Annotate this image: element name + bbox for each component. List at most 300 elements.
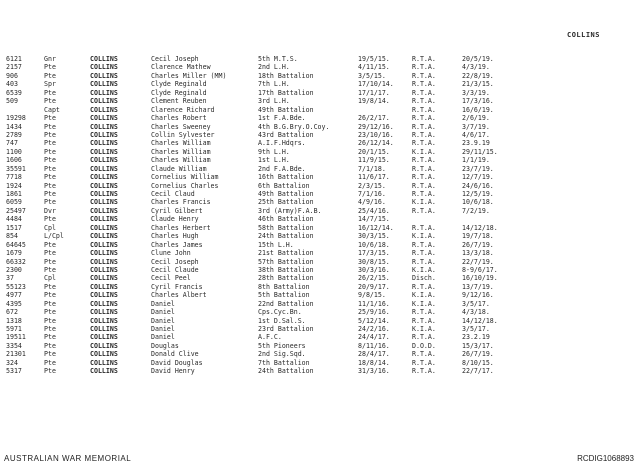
service-number-cell: 324 — [6, 358, 18, 367]
surname-cell: COLLINS — [90, 257, 118, 266]
unit-cell: 9th L.H. — [258, 147, 290, 156]
surname-cell: COLLINS — [90, 308, 118, 317]
fate-cell: R.T.A. — [412, 190, 436, 198]
service-number-cell: 37 — [6, 274, 14, 283]
enlistment-date-cell: 4/9/16. — [358, 198, 386, 207]
surname-cell: COLLINS — [90, 130, 118, 139]
fate-cell: R.T.A. — [412, 333, 436, 342]
service-number-cell: 19511 — [6, 333, 26, 342]
return-date-cell: 22/8/19. — [462, 71, 494, 80]
surname-cell: COLLINS — [90, 156, 118, 165]
enlistment-date-cell: 20/9/17. — [358, 282, 390, 291]
fate-cell: R.T.A. — [412, 88, 436, 97]
enlistment-date-cell: 18/8/14. — [358, 358, 390, 367]
given-names-cell: Charles William — [151, 147, 211, 156]
table-row — [0, 333, 640, 341]
return-date-cell: 8/10/15. — [462, 358, 494, 367]
rank-cell: Pte — [44, 249, 56, 258]
rank-cell: Pte — [44, 156, 56, 165]
table-row — [0, 89, 640, 97]
unit-cell: 16th Battalion — [258, 173, 314, 182]
unit-cell: 5th Battalion — [258, 291, 310, 300]
surname-cell: COLLINS — [90, 367, 118, 376]
fate-cell: K.I.A. — [412, 198, 436, 207]
unit-cell: 15th L.H. — [258, 240, 294, 249]
table-row — [0, 173, 640, 181]
rank-cell: Pte — [44, 71, 56, 80]
surname-cell: COLLINS — [90, 122, 118, 131]
unit-cell: 38th Battalion — [258, 265, 314, 274]
service-number-cell: 6059 — [6, 198, 22, 207]
service-number-cell: 4395 — [6, 299, 22, 308]
rank-cell: Pte — [44, 282, 56, 291]
service-number-cell: 509 — [6, 97, 18, 106]
roll-table — [0, 55, 640, 376]
surname-cell: COLLINS — [90, 223, 118, 232]
rank-cell: Pte — [44, 316, 56, 325]
enlistment-date-cell: 17/1/17. — [358, 88, 390, 97]
fate-cell: R.T.A. — [412, 71, 436, 80]
unit-cell: 22nd Battalion — [258, 299, 314, 308]
return-date-cell: 14/12/18. — [462, 316, 498, 325]
surname-cell: COLLINS — [90, 206, 118, 215]
return-date-cell: 23.9.19 — [462, 139, 490, 148]
table-row — [0, 182, 640, 190]
given-names-cell: Charles Hugh — [151, 232, 199, 241]
enlistment-date-cell: 19/8/14. — [358, 97, 390, 106]
return-date-cell: 19/7/18. — [462, 232, 494, 241]
given-names-cell: Clyde Reginald — [151, 80, 207, 89]
service-number-cell: 66332 — [6, 257, 26, 266]
enlistment-date-cell: 29/12/16. — [358, 122, 394, 131]
enlistment-date-cell: 5/12/14. — [358, 316, 390, 325]
service-number-cell: 747 — [6, 139, 18, 148]
service-number-cell: 6539 — [6, 88, 22, 97]
rank-cell: Pte — [44, 350, 56, 359]
given-names-cell: Charles William — [151, 139, 211, 148]
given-names-cell: Claude William — [151, 164, 207, 173]
unit-cell: 8th Battalion — [258, 282, 310, 291]
fate-cell: K.I.A. — [412, 265, 436, 274]
service-number-cell: 2300 — [6, 265, 22, 274]
unit-cell: 17th Battalion — [258, 88, 314, 97]
return-date-cell: 23/7/19. — [462, 164, 494, 173]
table-row — [0, 148, 640, 156]
service-number-cell: 2789 — [6, 130, 22, 139]
return-date-cell: 7/2/19. — [462, 206, 490, 215]
unit-cell: 24th Battalion — [258, 367, 314, 376]
fate-cell: R.T.A. — [412, 97, 436, 106]
unit-cell: 3rd (Army)F.A.B. — [258, 206, 322, 215]
rank-cell: Pte — [44, 97, 56, 106]
table-row — [0, 266, 640, 274]
given-names-cell: Clyde Reginald — [151, 88, 207, 97]
given-names-cell: Claude Henry — [151, 215, 199, 224]
enlistment-date-cell: 20/1/15. — [358, 147, 390, 156]
unit-cell: 1st D.Sal.S. — [258, 316, 306, 325]
unit-cell: 21st Battalion — [258, 249, 314, 258]
surname-cell: COLLINS — [90, 232, 118, 241]
return-date-cell: 22/7/17. — [462, 367, 494, 376]
surname-cell: COLLINS — [90, 71, 118, 80]
enlistment-date-cell: 28/4/17. — [358, 350, 390, 359]
unit-cell: 49th Battalion — [258, 105, 314, 114]
service-number-cell: 403 — [6, 80, 18, 89]
return-date-cell: 4/3/18. — [462, 308, 490, 317]
surname-cell: COLLINS — [90, 282, 118, 291]
surname-cell: COLLINS — [90, 80, 118, 89]
given-names-cell: Charles James — [151, 240, 203, 249]
service-number-cell: 1100 — [6, 147, 22, 156]
unit-cell: 5th Pioneers — [258, 341, 306, 350]
table-row — [0, 190, 640, 198]
surname-cell: COLLINS — [90, 291, 118, 300]
surname-cell: COLLINS — [90, 190, 118, 198]
given-names-cell: Charles Herbert — [151, 223, 211, 232]
rank-cell: Pte — [44, 88, 56, 97]
table-row — [0, 274, 640, 282]
service-number-cell: 7718 — [6, 173, 22, 182]
service-number-cell: 1606 — [6, 156, 22, 165]
given-names-cell: Charles Francis — [151, 198, 211, 207]
return-date-cell: 3/3/19. — [462, 88, 490, 97]
table-row — [0, 232, 640, 240]
unit-cell: 23rd Battalion — [258, 325, 314, 333]
surname-cell: COLLINS — [90, 350, 118, 359]
rank-cell: Dvr — [44, 206, 56, 215]
surname-cell: COLLINS — [90, 299, 118, 308]
service-number-cell: 854 — [6, 232, 18, 241]
given-names-cell: Douglas — [151, 341, 179, 350]
unit-cell: 1st L.H. — [258, 156, 290, 165]
table-row — [0, 165, 640, 173]
rank-cell: Pte — [44, 367, 56, 376]
surname-cell: COLLINS — [90, 55, 118, 63]
enlistment-date-cell: 25/4/16. — [358, 206, 390, 215]
surname-cell: COLLINS — [90, 105, 118, 114]
service-number-cell: 1924 — [6, 181, 22, 190]
service-number-cell: 25497 — [6, 206, 26, 215]
table-row — [0, 97, 640, 105]
return-date-cell: 13/7/19. — [462, 282, 494, 291]
service-number-cell: 55123 — [6, 282, 26, 291]
fate-cell: R.T.A. — [412, 122, 436, 131]
rank-cell: Pte — [44, 358, 56, 367]
service-number-cell: 4484 — [6, 215, 22, 224]
enlistment-date-cell: 17/3/15. — [358, 249, 390, 258]
table-row — [0, 342, 640, 350]
surname-cell: COLLINS — [90, 97, 118, 106]
enlistment-date-cell: 19/5/15. — [358, 55, 390, 63]
unit-cell: 46th Battalion — [258, 215, 314, 224]
table-row — [0, 291, 640, 299]
fate-cell: R.T.A. — [412, 80, 436, 89]
given-names-cell: Charles Sweeney — [151, 122, 211, 131]
given-names-cell: Daniel — [151, 333, 175, 342]
given-names-cell: Cecil Claud — [151, 190, 195, 198]
surname-cell: COLLINS — [90, 333, 118, 342]
table-row — [0, 350, 640, 358]
surname-cell: COLLINS — [90, 249, 118, 258]
enlistment-date-cell: 24/2/16. — [358, 325, 390, 333]
service-number-cell: 1434 — [6, 122, 22, 131]
return-date-cell: 20/5/19. — [462, 55, 494, 63]
service-number-cell: 2157 — [6, 63, 22, 72]
return-date-cell: 12/7/19. — [462, 173, 494, 182]
enlistment-date-cell: 14/7/15. — [358, 215, 390, 224]
rank-cell: Pte — [44, 333, 56, 342]
unit-cell: 28th Battalion — [258, 274, 314, 283]
enlistment-date-cell: 24/4/17. — [358, 333, 390, 342]
table-row — [0, 300, 640, 308]
table-row — [0, 325, 640, 333]
given-names-cell: Clement Reuben — [151, 97, 207, 106]
rank-cell: Pte — [44, 122, 56, 131]
fate-cell: R.T.A. — [412, 114, 436, 123]
rank-cell: Pte — [44, 215, 56, 224]
surname-cell: COLLINS — [90, 88, 118, 97]
surname-cell: COLLINS — [90, 265, 118, 274]
surname-cell: COLLINS — [90, 164, 118, 173]
surname-cell: COLLINS — [90, 325, 118, 333]
service-number-cell: 1679 — [6, 249, 22, 258]
table-row — [0, 80, 640, 88]
fate-cell: R.T.A. — [412, 206, 436, 215]
rank-cell: Pte — [44, 130, 56, 139]
service-number-cell: 5317 — [6, 367, 22, 376]
fate-cell: R.T.A. — [412, 63, 436, 72]
fate-cell: R.T.A. — [412, 308, 436, 317]
surname-cell: COLLINS — [90, 274, 118, 283]
rank-cell: Spr — [44, 80, 56, 89]
enlistment-date-cell: 11/9/15. — [358, 156, 390, 165]
surname-cell: COLLINS — [90, 114, 118, 123]
fate-cell: R.T.A. — [412, 257, 436, 266]
rank-cell: Pte — [44, 198, 56, 207]
enlistment-date-cell: 11/6/17. — [358, 173, 390, 182]
service-number-cell: 21301 — [6, 350, 26, 359]
return-date-cell: 12/5/19. — [462, 190, 494, 198]
given-names-cell: Daniel — [151, 308, 175, 317]
return-date-cell: 17/3/16. — [462, 97, 494, 106]
surname-cell: COLLINS — [90, 316, 118, 325]
return-date-cell: 10/6/18. — [462, 198, 494, 207]
rank-cell: Pte — [44, 173, 56, 182]
enlistment-date-cell: 9/8/15. — [358, 291, 386, 300]
fate-cell: R.T.A. — [412, 130, 436, 139]
given-names-cell: Cecil Joseph — [151, 257, 199, 266]
surname-cell: COLLINS — [90, 173, 118, 182]
table-row — [0, 198, 640, 206]
table-row — [0, 258, 640, 266]
unit-cell: 7th Battalion — [258, 358, 310, 367]
unit-cell: 24th Battalion — [258, 232, 314, 241]
surname-cell: COLLINS — [90, 198, 118, 207]
given-names-cell: Charles William — [151, 156, 211, 165]
fate-cell: R.T.A. — [412, 316, 436, 325]
return-date-cell: 16/10/19. — [462, 274, 498, 283]
enlistment-date-cell: 26/12/14. — [358, 139, 394, 148]
enlistment-date-cell: 25/9/16. — [358, 308, 390, 317]
return-date-cell: 3/7/19. — [462, 122, 490, 131]
fate-cell: R.T.A. — [412, 139, 436, 148]
rank-cell: Pte — [44, 291, 56, 300]
given-names-cell: David Douglas — [151, 358, 203, 367]
return-date-cell: 21/3/15. — [462, 80, 494, 89]
fate-cell: R.T.A. — [412, 164, 436, 173]
service-number-cell: 35591 — [6, 164, 26, 173]
table-row — [0, 224, 640, 232]
fate-cell: Disch. — [412, 274, 436, 283]
table-row — [0, 367, 640, 375]
unit-cell: 43rd Battalion — [258, 130, 314, 139]
fate-cell: R.T.A. — [412, 350, 436, 359]
unit-cell: 58th Battalion — [258, 223, 314, 232]
surname-cell: COLLINS — [90, 358, 118, 367]
given-names-cell: Clarence Richard — [151, 105, 215, 114]
enlistment-date-cell: 7/1/16. — [358, 190, 386, 198]
unit-cell: 2nd F.A.Bde. — [258, 164, 306, 173]
service-number-cell: 3354 — [6, 341, 22, 350]
service-number-cell: 1318 — [6, 316, 22, 325]
given-names-cell: Cecil Peel — [151, 274, 191, 283]
fate-cell: R.T.A. — [412, 358, 436, 367]
table-row — [0, 207, 640, 215]
table-row — [0, 63, 640, 71]
surname-cell: COLLINS — [90, 341, 118, 350]
rank-cell: Pte — [44, 164, 56, 173]
enlistment-date-cell: 26/2/15. — [358, 274, 390, 283]
return-date-cell: 26/7/19. — [462, 350, 494, 359]
return-date-cell: 3/5/17. — [462, 299, 490, 308]
table-row — [0, 72, 640, 80]
rank-cell: Pte — [44, 181, 56, 190]
enlistment-date-cell: 4/11/15. — [358, 63, 390, 72]
surname-cell: COLLINS — [90, 240, 118, 249]
unit-cell: 57th Battalion — [258, 257, 314, 266]
unit-cell: 25th Battalion — [258, 198, 314, 207]
return-date-cell: 24/6/16. — [462, 181, 494, 190]
rank-cell: Pte — [44, 63, 56, 72]
enlistment-date-cell: 17/10/14. — [358, 80, 394, 89]
given-names-cell: Charles Albert — [151, 291, 207, 300]
rank-cell: Pte — [44, 139, 56, 148]
footer-reference-id: RCDIG1068893 — [577, 454, 634, 463]
table-row — [0, 131, 640, 139]
surname-cell: COLLINS — [90, 63, 118, 72]
rank-cell: Pte — [44, 114, 56, 123]
return-date-cell: 4/6/17. — [462, 130, 490, 139]
return-date-cell: 22/7/19. — [462, 257, 494, 266]
given-names-cell: Clarence Mathew — [151, 63, 211, 72]
unit-cell: 7th L.H. — [258, 80, 290, 89]
fate-cell: K.I.A. — [412, 147, 436, 156]
enlistment-date-cell: 10/6/18. — [358, 240, 390, 249]
fate-cell: K.I.A. — [412, 299, 436, 308]
service-number-cell: 64645 — [6, 240, 26, 249]
service-number-cell: 4977 — [6, 291, 22, 300]
unit-cell: Cps.Cyc.Bn. — [258, 308, 302, 317]
enlistment-date-cell: 2/3/15. — [358, 181, 386, 190]
table-row — [0, 139, 640, 147]
given-names-cell: Donald Clive — [151, 350, 199, 359]
given-names-cell: Cecil Claude — [151, 265, 199, 274]
table-row — [0, 55, 640, 63]
given-names-cell: Collin Sylvester — [151, 130, 215, 139]
rank-cell: Pte — [44, 147, 56, 156]
return-date-cell: 13/3/18. — [462, 249, 494, 258]
table-row — [0, 215, 640, 223]
fate-cell: R.T.A. — [412, 367, 436, 376]
unit-cell: 18th Battalion — [258, 71, 314, 80]
page-header-surname: COLLINS — [566, 31, 600, 39]
rank-cell: Pte — [44, 308, 56, 317]
fate-cell: R.T.A. — [412, 181, 436, 190]
table-row — [0, 106, 640, 114]
rank-cell: Gnr — [44, 55, 56, 63]
unit-cell: 5th M.T.S. — [258, 55, 298, 63]
unit-cell: A.F.C. — [258, 333, 282, 342]
table-row — [0, 156, 640, 164]
enlistment-date-cell: 3/5/15. — [358, 71, 386, 80]
fate-cell: K.I.A. — [412, 325, 436, 333]
rank-cell: Pte — [44, 190, 56, 198]
unit-cell: A.I.F.Hdqrs. — [258, 139, 306, 148]
enlistment-date-cell: 30/3/15. — [358, 232, 390, 241]
enlistment-date-cell: 16/12/14. — [358, 223, 394, 232]
fate-cell: R.T.A. — [412, 223, 436, 232]
return-date-cell: 9/12/16. — [462, 291, 494, 300]
table-row — [0, 249, 640, 257]
unit-cell: 49th Battalion — [258, 190, 314, 198]
unit-cell: 2nd L.H. — [258, 63, 290, 72]
table-row — [0, 123, 640, 131]
given-names-cell: Cyril Gilbert — [151, 206, 203, 215]
given-names-cell: Charles Robert — [151, 114, 207, 123]
given-names-cell: Clune John — [151, 249, 191, 258]
rank-cell: Pte — [44, 265, 56, 274]
table-row — [0, 359, 640, 367]
return-date-cell: 8-9/6/17. — [462, 265, 498, 274]
fate-cell: R.T.A. — [412, 282, 436, 291]
fate-cell: R.T.A. — [412, 156, 436, 165]
footer-institution: AUSTRALIAN WAR MEMORIAL — [4, 454, 132, 463]
service-number-cell: 5971 — [6, 325, 22, 333]
return-date-cell: 14/12/18. — [462, 223, 498, 232]
given-names-cell: Cecil Joseph — [151, 55, 199, 63]
rank-cell: Pte — [44, 325, 56, 333]
unit-cell: 4th B.G.Bry.O.Coy. — [258, 122, 330, 131]
fate-cell: D.O.D. — [412, 341, 436, 350]
return-date-cell: 16/6/19. — [462, 105, 494, 114]
return-date-cell: 4/3/19. — [462, 63, 490, 72]
unit-cell: 1st F.A.Bde. — [258, 114, 306, 123]
rank-cell: Pte — [44, 257, 56, 266]
enlistment-date-cell: 7/1/18. — [358, 164, 386, 173]
given-names-cell: Cornelius William — [151, 173, 219, 182]
given-names-cell: David Henry — [151, 367, 195, 376]
fate-cell: R.T.A. — [412, 173, 436, 182]
service-number-cell: 1517 — [6, 223, 22, 232]
enlistment-date-cell: 31/3/16. — [358, 367, 390, 376]
fate-cell: R.T.A. — [412, 105, 436, 114]
unit-cell: 6th Battalion — [258, 181, 310, 190]
rank-cell: Pte — [44, 240, 56, 249]
enlistment-date-cell: 30/8/15. — [358, 257, 390, 266]
given-names-cell: Daniel — [151, 325, 175, 333]
enlistment-date-cell: 8/11/16. — [358, 341, 390, 350]
service-number-cell: 1861 — [6, 190, 22, 198]
